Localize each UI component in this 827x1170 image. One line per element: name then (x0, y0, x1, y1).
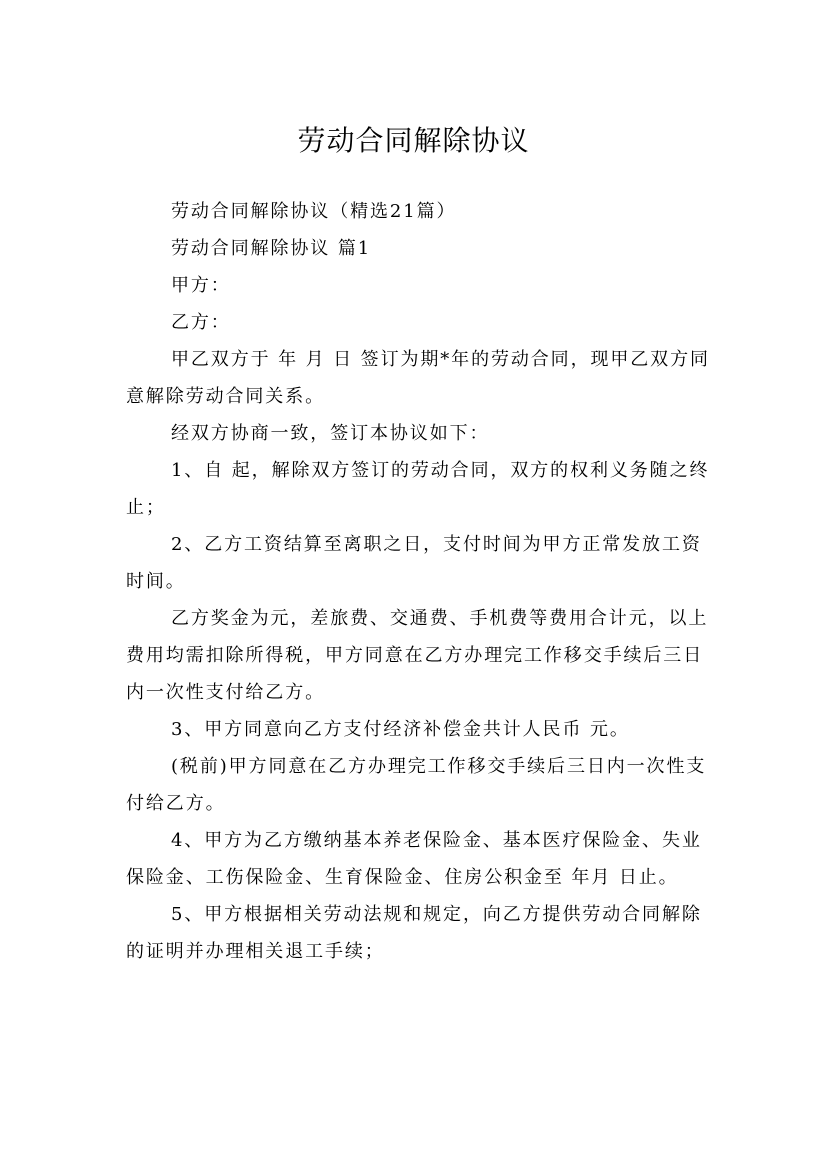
document-title: 劳动合同解除协议 (297, 123, 530, 157)
paragraph-subtitle: 劳动合同解除协议（精选21篇） (171, 201, 457, 222)
document-body (126, 193, 711, 970)
paragraph-pretax: (税前)甲方同意在乙方办理完工作移交手续后三日内一次性支付给乙方。 (126, 756, 707, 814)
paragraph-clause-3: 3、甲方同意向乙方支付经济补偿金共计人民币 元。 (171, 719, 630, 740)
paragraph-clause-1: 1、自 起，解除双方签订的劳动合同，双方的权利义务随之终止； (126, 460, 710, 518)
paragraph-clause-2: 2、乙方工资结算至离职之日，支付时间为甲方正常发放工资时间。 (126, 534, 702, 592)
paragraph-intro: 甲乙双方于 年 月 日 签订为期*年的劳动合同，现甲乙双方同意解除劳动合同关系。 (126, 349, 710, 407)
paragraph-bonus: 乙方奖金为元，差旅费、交通费、手机费等费用合计元，以上费用均需扣除所得税，甲方同意在乙方办理完工作移交手续后三日内一次性支付给乙方。 (126, 608, 709, 703)
paragraph-clause-4: 4、甲方为乙方缴纳基本养老保险金、基本医疗保险金、失业保险金、工伤保险金、生育保险金、住房公积金至 年月 日止。 (126, 830, 702, 888)
paragraph-clause-5: 5、甲方根据相关劳动法规和规定，向乙方提供劳动合同解除的证明并办理相关退工手续； (126, 904, 702, 962)
paragraph-agreement-lead: 经双方协商一致，签订本协议如下： (171, 423, 490, 444)
paragraph-section-heading: 劳动合同解除协议 篇1 (171, 238, 372, 259)
paragraph-party-a: 甲方： (171, 275, 231, 296)
paragraph-party-b: 乙方： (171, 312, 231, 333)
